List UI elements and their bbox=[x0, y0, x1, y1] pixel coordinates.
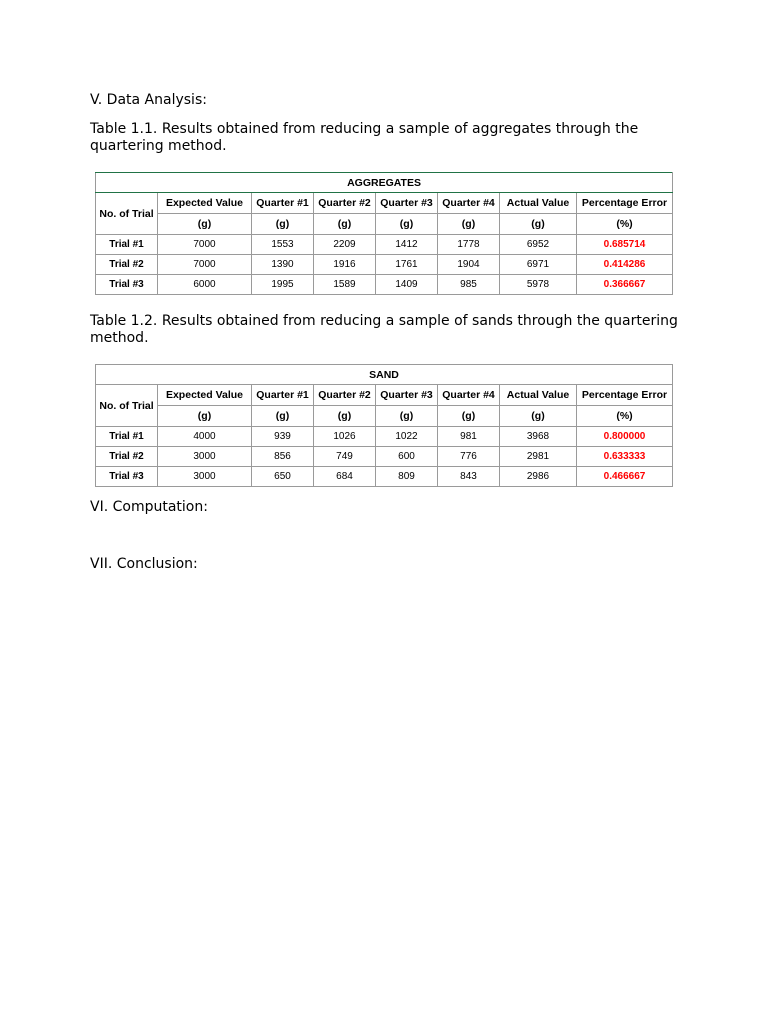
table-cell: 856 bbox=[252, 447, 314, 467]
table-cell: 981 bbox=[438, 427, 500, 447]
table1-caption: Table 1.1. Results obtained from reducing a sample of aggregates through the quartering method. bbox=[90, 121, 639, 154]
table2-unit: (g) bbox=[252, 406, 314, 427]
table-cell: 1761 bbox=[376, 255, 438, 275]
table-cell: 6971 bbox=[500, 255, 577, 275]
table2-unit: (g) bbox=[158, 406, 252, 427]
trial-label: Trial #2 bbox=[96, 255, 158, 275]
table-cell: 3968 bbox=[500, 427, 577, 447]
table-cell: 2209 bbox=[314, 235, 376, 255]
table-cell: 1409 bbox=[376, 275, 438, 295]
table1-unit: (g) bbox=[376, 214, 438, 235]
table2-header-expected: Expected Value bbox=[158, 385, 252, 406]
table-row bbox=[96, 275, 673, 295]
trial-label: Trial #1 bbox=[96, 235, 158, 255]
table2-caption: Table 1.2. Results obtained from reducing a sample of sands through the quartering method. bbox=[90, 313, 678, 346]
table-cell: 2981 bbox=[500, 447, 577, 467]
table1-header-q3: Quarter #3 bbox=[376, 193, 438, 214]
table-cell: 650 bbox=[252, 467, 314, 487]
table-cell: 1589 bbox=[314, 275, 376, 295]
table-cell: 3000 bbox=[158, 447, 252, 467]
table1-header-expected: Expected Value bbox=[158, 193, 252, 214]
table1-unit: (g) bbox=[314, 214, 376, 235]
section-heading-computation: VI. Computation: bbox=[90, 499, 208, 515]
table-cell: 7000 bbox=[158, 235, 252, 255]
table-cell: 684 bbox=[314, 467, 376, 487]
percentage-error-cell: 0.366667 bbox=[577, 275, 673, 295]
table1-unit: (g) bbox=[500, 214, 577, 235]
table-cell: 1916 bbox=[314, 255, 376, 275]
trial-label: Trial #2 bbox=[96, 447, 158, 467]
table1-header-q2: Quarter #2 bbox=[314, 193, 376, 214]
table-cell: 1412 bbox=[376, 235, 438, 255]
table1-title: AGGREGATES bbox=[96, 173, 673, 193]
trial-label: Trial #3 bbox=[96, 275, 158, 295]
table-cell: 7000 bbox=[158, 255, 252, 275]
table1-unit: (%) bbox=[577, 214, 673, 235]
percentage-error-cell: 0.800000 bbox=[577, 427, 673, 447]
table-cell: 6000 bbox=[158, 275, 252, 295]
table-cell: 749 bbox=[314, 447, 376, 467]
table2-unit: (%) bbox=[577, 406, 673, 427]
table-cell: 5978 bbox=[500, 275, 577, 295]
table-cell: 843 bbox=[438, 467, 500, 487]
table2-unit: (g) bbox=[500, 406, 577, 427]
table-cell: 6952 bbox=[500, 235, 577, 255]
table1-header-pe: Percentage Error bbox=[577, 193, 673, 214]
table2-header-actual: Actual Value bbox=[500, 385, 577, 406]
trial-label: Trial #3 bbox=[96, 467, 158, 487]
table2-header-trial: No. of Trial bbox=[96, 385, 158, 427]
percentage-error-cell: 0.466667 bbox=[577, 467, 673, 487]
table2-unit: (g) bbox=[376, 406, 438, 427]
table1-unit: (g) bbox=[252, 214, 314, 235]
aggregates-table bbox=[95, 172, 673, 295]
table-row bbox=[96, 235, 673, 255]
table2-unit: (g) bbox=[438, 406, 500, 427]
sand-table bbox=[95, 364, 673, 487]
table-cell: 1778 bbox=[438, 235, 500, 255]
table-row bbox=[96, 447, 673, 467]
table-cell: 1904 bbox=[438, 255, 500, 275]
table1-header-trial: No. of Trial bbox=[96, 193, 158, 235]
table-cell: 1553 bbox=[252, 235, 314, 255]
table2-unit: (g) bbox=[314, 406, 376, 427]
table-cell: 4000 bbox=[158, 427, 252, 447]
table-cell: 1995 bbox=[252, 275, 314, 295]
table-cell: 1022 bbox=[376, 427, 438, 447]
table1-unit: (g) bbox=[158, 214, 252, 235]
table-cell: 939 bbox=[252, 427, 314, 447]
percentage-error-cell: 0.414286 bbox=[577, 255, 673, 275]
table-cell: 2986 bbox=[500, 467, 577, 487]
trial-label: Trial #1 bbox=[96, 427, 158, 447]
table1-header-q1: Quarter #1 bbox=[252, 193, 314, 214]
table-cell: 1026 bbox=[314, 427, 376, 447]
percentage-error-cell: 0.685714 bbox=[577, 235, 673, 255]
table-cell: 985 bbox=[438, 275, 500, 295]
table1-header-actual: Actual Value bbox=[500, 193, 577, 214]
table2-header-q2: Quarter #2 bbox=[314, 385, 376, 406]
table-cell: 600 bbox=[376, 447, 438, 467]
table-cell: 3000 bbox=[158, 467, 252, 487]
table2-header-pe: Percentage Error bbox=[577, 385, 673, 406]
table-row bbox=[96, 255, 673, 275]
table-cell: 1390 bbox=[252, 255, 314, 275]
table1-header-q4: Quarter #4 bbox=[438, 193, 500, 214]
table2-header-q4: Quarter #4 bbox=[438, 385, 500, 406]
section-heading-data-analysis: V. Data Analysis: bbox=[90, 92, 207, 108]
table-row bbox=[96, 467, 673, 487]
section-heading-conclusion: VII. Conclusion: bbox=[90, 556, 198, 572]
table1-unit: (g) bbox=[438, 214, 500, 235]
table2-title: SAND bbox=[96, 365, 673, 385]
table2-header-q1: Quarter #1 bbox=[252, 385, 314, 406]
table-cell: 776 bbox=[438, 447, 500, 467]
percentage-error-cell: 0.633333 bbox=[577, 447, 673, 467]
table2-header-q3: Quarter #3 bbox=[376, 385, 438, 406]
table-row bbox=[96, 427, 673, 447]
table-cell: 809 bbox=[376, 467, 438, 487]
